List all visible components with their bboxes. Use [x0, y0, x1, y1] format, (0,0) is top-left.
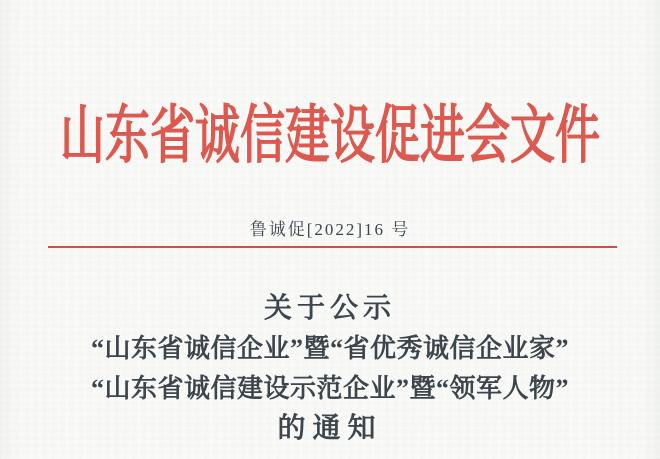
- document-number: 鲁诚促[2022]16 号: [249, 220, 411, 239]
- notice-title-line-1: 关于公示: [263, 293, 396, 324]
- letterhead-title-text: 山东省诚信建设促进会文件: [59, 100, 600, 172]
- letterhead-title: [0, 100, 660, 172]
- notice-title-block: [0, 289, 660, 449]
- notice-title-line-3: “山东省诚信建设示范企业”暨“领军人物”: [90, 374, 569, 403]
- notice-title-line-2: “山东省诚信企业”暨“省优秀诚信企业家”: [90, 334, 569, 363]
- notice-title-line-4: 的通知: [277, 413, 383, 444]
- red-divider-line: [48, 246, 617, 248]
